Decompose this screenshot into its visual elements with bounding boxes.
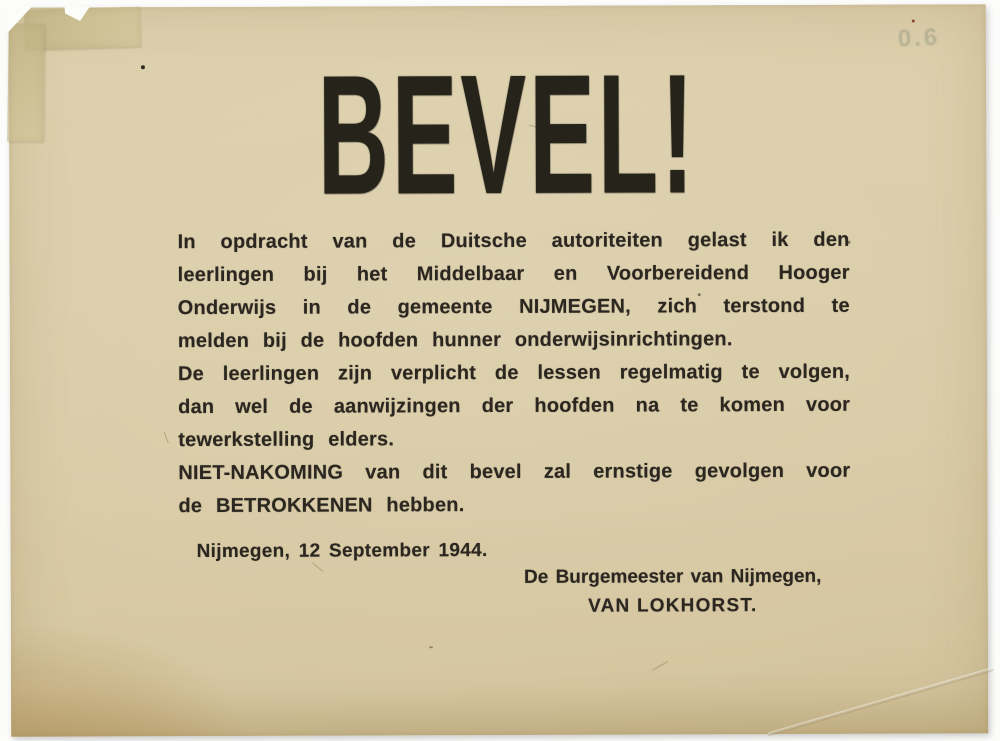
body-line: Onderwijs in de gemeente NIJMEGEN, zich terstond te	[177, 294, 850, 320]
body-line: de BETROKKENEN hebben.	[178, 494, 465, 518]
paragraph-order	[177, 224, 849, 358]
signature-role: De Burgemeester van Nijmegen,	[523, 565, 822, 588]
paragraph-warning	[178, 455, 850, 523]
tape-strip-left	[7, 23, 45, 141]
dateline: Nijmegen, 12 September 1944.	[196, 540, 488, 563]
paper-fiber	[164, 432, 169, 444]
body-line: melden bij de hoofden hunner onderwijsinrichtingen.	[177, 328, 733, 353]
paper-speck	[912, 20, 915, 23]
signature-name: VAN LOKHORST.	[588, 595, 758, 617]
poster-title: BEVEL!	[317, 39, 697, 231]
body-line: leerlingen bij het Middelbaar en Voorbereidend Hooger	[177, 261, 850, 287]
poster-paper	[9, 4, 989, 736]
body-line: dan wel de aanwijzingen der hoofden na te komen voor	[178, 393, 851, 419]
body-line: In opdracht van de Duitsche autoriteiten gelast ik den	[177, 228, 850, 254]
paper-speck	[429, 646, 433, 648]
poster-body	[177, 224, 850, 523]
body-line: tewerkstelling elders.	[178, 428, 395, 452]
signature-block	[503, 563, 843, 622]
body-line: De leerlingen zijn verplicht de lessen regelmatig te volgen,	[177, 360, 851, 386]
body-line: NIET-NAKOMING van dit bevel zal ernstige gevolgen voor	[178, 459, 851, 485]
paper-speck	[141, 65, 145, 69]
paragraph-obligation	[178, 356, 850, 457]
faint-pencil-mark: 0.6	[896, 23, 941, 53]
paper-fiber	[652, 661, 668, 671]
paper-fiber	[312, 562, 323, 572]
